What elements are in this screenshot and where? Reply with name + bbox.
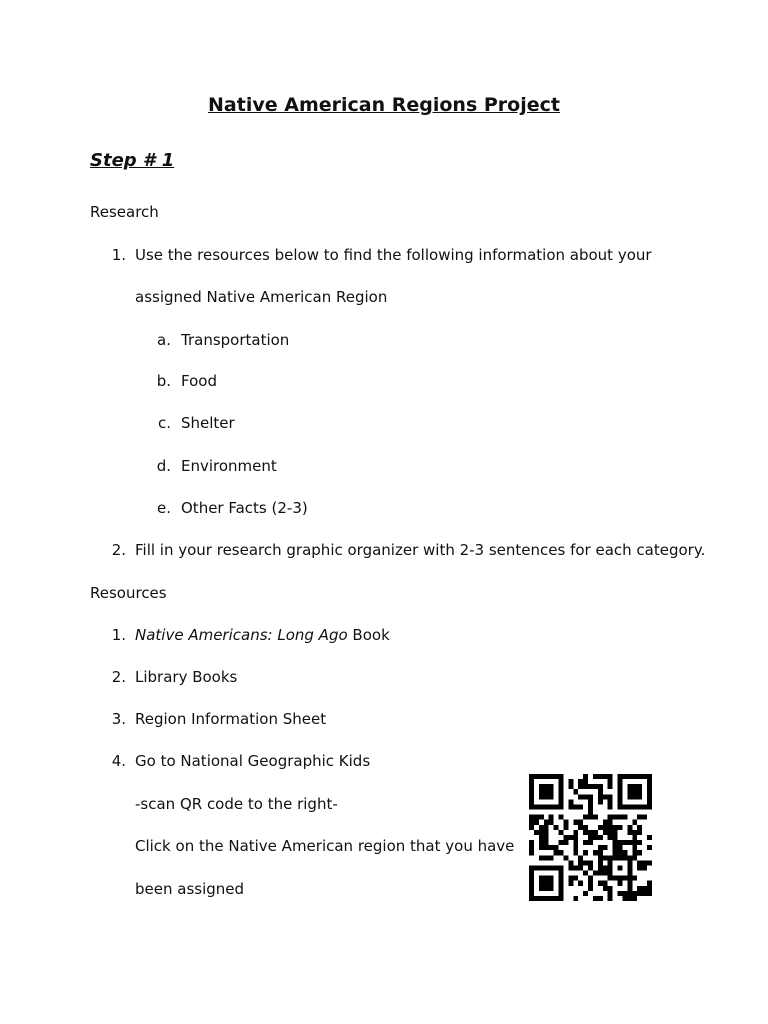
subitem-environment: Environment [181, 457, 277, 475]
research-item-1-number: 1. [111, 246, 126, 264]
research-item-1-line-1: Use the resources below to find the following information about your [135, 246, 652, 264]
step-heading: Step # 1 [90, 150, 175, 171]
subitem-transportation: Transportation [181, 331, 290, 349]
subitem-c-marker: c. [157, 414, 171, 432]
research-item-2-number: 2. [111, 541, 126, 559]
research-item-1-line-2: assigned Native American Region [135, 288, 388, 306]
subitem-e-marker: e. [157, 499, 171, 517]
resources-heading: Resources [90, 584, 167, 602]
subitem-a-marker: a. [157, 331, 171, 349]
qr-code-icon [529, 774, 652, 901]
book-title: Native Americans: Long Ago [135, 626, 348, 644]
resource-item-3-number: 3. [111, 710, 126, 728]
book-suffix: Book [347, 626, 390, 644]
research-item-2-text: Fill in your research graphic organizer with 2-3 sentences for each category. [135, 541, 706, 559]
research-heading: Research [90, 203, 159, 221]
resource-item-4-line-3: Click on the Native American region that you have [135, 837, 515, 855]
resource-item-2-number: 2. [111, 668, 126, 686]
resource-item-4-line-2: -scan QR code to the right- [135, 795, 338, 813]
subitem-food: Food [181, 372, 217, 390]
resource-item-1 [135, 625, 390, 645]
resource-item-1-number: 1. [111, 626, 126, 644]
subitem-shelter: Shelter [181, 414, 235, 432]
resource-item-2: Library Books [135, 668, 238, 686]
document-title: Native American Regions Project [208, 94, 560, 116]
resource-item-3: Region Information Sheet [135, 710, 327, 728]
subitem-d-marker: d. [156, 457, 171, 475]
resource-item-4-line-4: been assigned [135, 880, 245, 898]
subitem-other-facts: Other Facts (2-3) [181, 499, 308, 517]
resource-item-4-number: 4. [111, 752, 126, 770]
resource-item-4-line-1: Go to National Geographic Kids [135, 752, 371, 770]
subitem-b-marker: b. [156, 372, 171, 390]
